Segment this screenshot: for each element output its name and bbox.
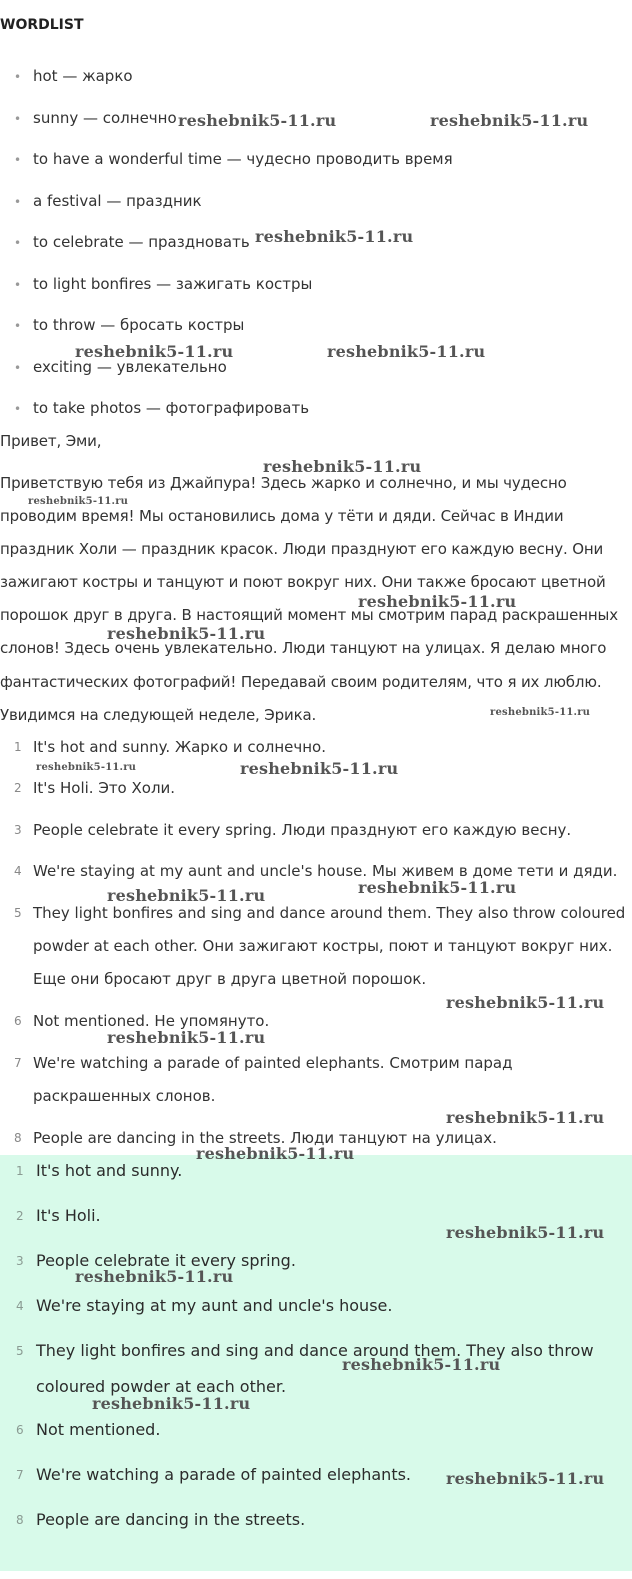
- answer-line: They light bonfires and sing and dance around them. They also throw: [36, 1341, 594, 1360]
- watermark: reshebnik5-11.ru: [263, 457, 422, 476]
- answer-line: We're staying at my aunt and uncle's house. Мы живем в доме тети и дяди.: [33, 862, 618, 880]
- letter-line: зажигают костры и танцуют и поют вокруг них. Они также бросают цветной: [0, 573, 606, 591]
- answer-line: Not mentioned.: [36, 1420, 161, 1439]
- watermark: reshebnik5-11.ru: [430, 111, 589, 130]
- watermark: reshebnik5-11.ru: [342, 1355, 501, 1374]
- answer-line: We're watching a parade of painted elephants.: [36, 1465, 412, 1484]
- answer-number: 2: [16, 1209, 24, 1223]
- wordlist-item: [14, 66, 133, 86]
- answer-number: 5: [14, 906, 22, 920]
- letter-line: Увидимся на следующей неделе, Эрика.: [0, 706, 317, 724]
- letter-line: праздник Холи — праздник красок. Люди празднуют его каждую весну. Они: [0, 540, 604, 558]
- watermark: reshebnik5-11.ru: [28, 496, 129, 507]
- wordlist-item-text: a festival — праздник: [33, 192, 202, 210]
- wordlist-item-text: to take photos — фотографировать: [33, 399, 310, 417]
- answer-line: We're staying at my aunt and uncle's house.: [36, 1296, 393, 1315]
- wordlist-item: [14, 191, 202, 211]
- watermark: reshebnik5-11.ru: [92, 1394, 251, 1413]
- answer-line: It's hot and sunny. Жарко и солнечно.: [33, 738, 326, 756]
- answer-number: 8: [14, 1131, 22, 1145]
- answer-number: 4: [14, 864, 22, 878]
- wordlist-item: [14, 398, 309, 418]
- answer-line: Not mentioned. Не упомянуто.: [33, 1012, 270, 1030]
- bullet-icon: •: [14, 319, 22, 333]
- answer-line: It's Holi. Это Холи.: [33, 779, 176, 797]
- watermark: reshebnik5-11.ru: [107, 1028, 266, 1047]
- wordlist-heading: WORDLIST: [0, 17, 84, 33]
- watermark: reshebnik5-11.ru: [107, 886, 266, 905]
- answer-line: People celebrate it every spring. Люди празднуют его каждую весну.: [33, 821, 572, 839]
- answer-number: 1: [14, 740, 22, 754]
- answer-line: powder at each other. Они зажигают костры, поют и танцуют вокруг них.: [33, 937, 613, 955]
- watermark: reshebnik5-11.ru: [255, 227, 414, 246]
- bullet-icon: •: [14, 70, 22, 84]
- watermark: reshebnik5-11.ru: [327, 342, 486, 361]
- wordlist-item-text: to throw — бросать костры: [33, 316, 245, 334]
- letter-line: фантастических фотографий! Передавай своим родителям, что я их люблю.: [0, 673, 602, 691]
- wordlist-item: [14, 149, 453, 169]
- answer-number: 7: [16, 1468, 24, 1482]
- letter-line: Приветствую тебя из Джайпура! Здесь жарко и солнечно, и мы чудесно: [0, 474, 567, 492]
- watermark: reshebnik5-11.ru: [75, 1267, 234, 1286]
- bullet-icon: •: [14, 236, 22, 250]
- answer-box: [0, 1155, 632, 1571]
- answer-number: 6: [16, 1423, 24, 1437]
- answer-number: 3: [16, 1254, 24, 1268]
- answer-number: 7: [14, 1056, 22, 1070]
- wordlist-item: [14, 274, 312, 294]
- watermark: reshebnik5-11.ru: [178, 111, 337, 130]
- wordlist-item: [14, 232, 250, 252]
- letter-line: слонов! Здесь очень увлекательно. Люди танцуют на улицах. Я делаю много: [0, 639, 607, 657]
- watermark: reshebnik5-11.ru: [240, 759, 399, 778]
- answer-number: 5: [16, 1344, 24, 1358]
- wordlist-item-text: hot — жарко: [33, 67, 133, 85]
- letter-line: проводим время! Мы остановились дома у тёти и дяди. Сейчас в Индии: [0, 507, 564, 525]
- answer-line: It's hot and sunny.: [36, 1161, 183, 1180]
- wordlist-item-text: to celebrate — праздновать: [33, 233, 250, 251]
- bullet-icon: •: [14, 195, 22, 209]
- answer-number: 2: [14, 781, 22, 795]
- watermark: reshebnik5-11.ru: [358, 592, 517, 611]
- answer-line: People are dancing in the streets. Люди танцуют на улицах.: [33, 1129, 497, 1147]
- answer-line: We're watching a parade of painted elephants. Смотрим парад: [33, 1054, 513, 1072]
- answer-line: It's Holi.: [36, 1206, 101, 1225]
- wordlist-item-text: exciting — увлекательно: [33, 358, 227, 376]
- wordlist-item-text: sunny — солнечно: [33, 109, 177, 127]
- watermark: reshebnik5-11.ru: [446, 1108, 605, 1127]
- answer-line: coloured powder at each other.: [36, 1377, 287, 1396]
- answer-line: раскрашенных слонов.: [33, 1087, 216, 1105]
- answer-number: 8: [16, 1513, 24, 1527]
- answer-line: People celebrate it every spring.: [36, 1251, 296, 1270]
- bullet-icon: •: [14, 361, 22, 375]
- wordlist-item-text: to have a wonderful time — чудесно проводить время: [33, 150, 453, 168]
- answer-line: People are dancing in the streets.: [36, 1510, 306, 1529]
- letter-greeting: Привет, Эми,: [0, 432, 102, 450]
- answer-number: 6: [14, 1014, 22, 1028]
- answer-number: 3: [14, 823, 22, 837]
- answer-number: 1: [16, 1164, 24, 1178]
- bullet-icon: •: [14, 112, 22, 126]
- bullet-icon: •: [14, 153, 22, 167]
- answer-line: They light bonfires and sing and dance around them. They also throw coloured: [33, 904, 626, 922]
- watermark: reshebnik5-11.ru: [490, 707, 591, 718]
- watermark: reshebnik5-11.ru: [446, 1223, 605, 1242]
- answer-line: Еще они бросают друг в друга цветной порошок.: [33, 970, 427, 988]
- wordlist-item-text: to light bonfires — зажигать костры: [33, 275, 313, 293]
- watermark: reshebnik5-11.ru: [358, 878, 517, 897]
- bullet-icon: •: [14, 402, 22, 416]
- watermark: reshebnik5-11.ru: [196, 1144, 355, 1163]
- wordlist-item: [14, 315, 244, 335]
- watermark: reshebnik5-11.ru: [75, 342, 234, 361]
- answer-number: 4: [16, 1299, 24, 1313]
- wordlist-item: [14, 108, 177, 128]
- watermark: reshebnik5-11.ru: [446, 993, 605, 1012]
- watermark: reshebnik5-11.ru: [107, 624, 266, 643]
- letter-line: порошок друг в друга. В настоящий момент мы смотрим парад раскрашенных: [0, 606, 618, 624]
- watermark: reshebnik5-11.ru: [446, 1469, 605, 1488]
- watermark: reshebnik5-11.ru: [36, 762, 137, 773]
- bullet-icon: •: [14, 278, 22, 292]
